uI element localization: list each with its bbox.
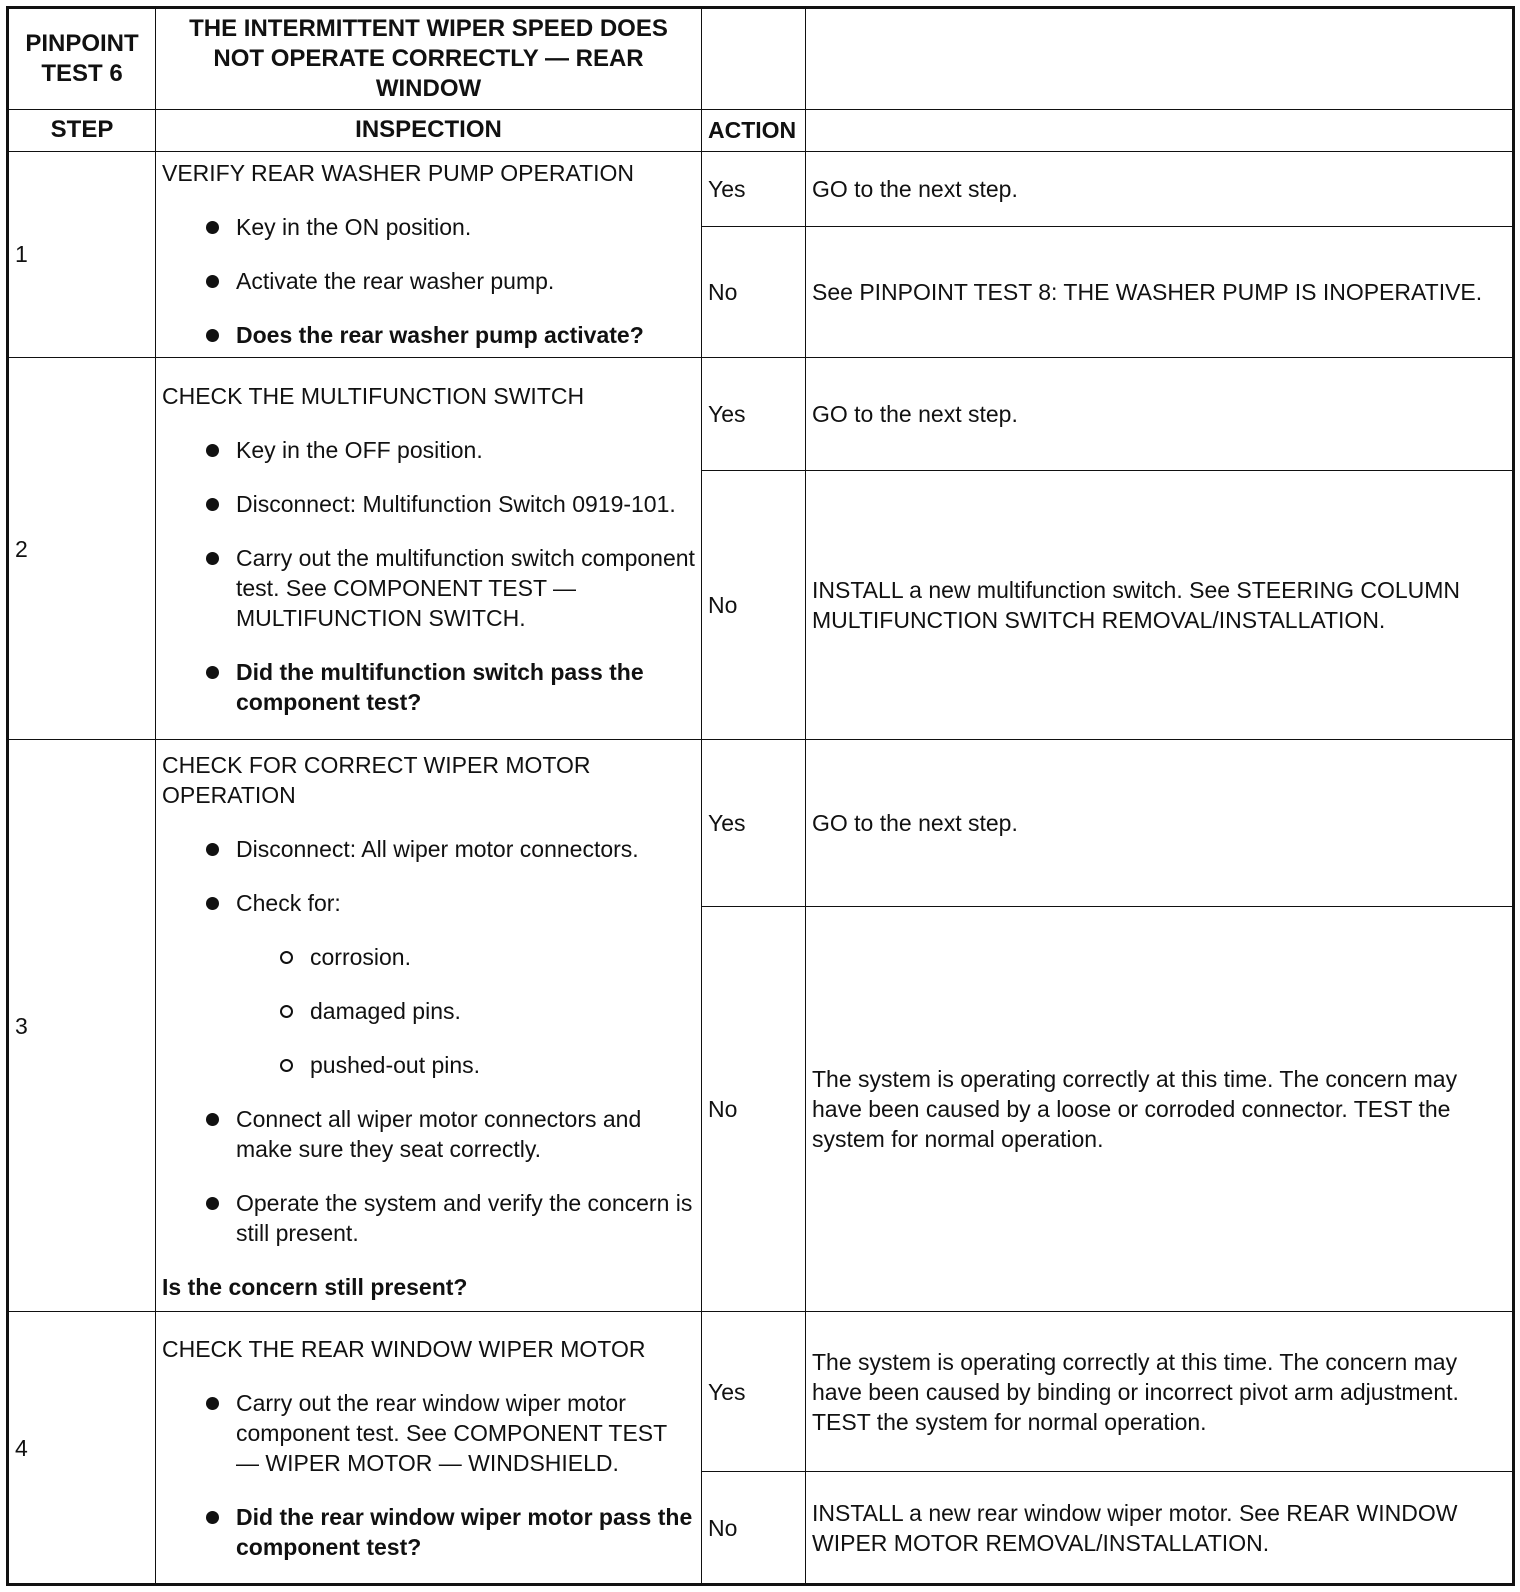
no-action: INSTALL a new rear window wiper motor. See REAR WINDOW WIPER MOTOR REMOVAL/INSTALLATION. (806, 1472, 1514, 1585)
step-question: Does the rear washer pump activate? (236, 320, 695, 350)
test-title: THE INTERMITTENT WIPER SPEED DOES NOT OPERATE CORRECTLY — REAR WINDOW (189, 14, 668, 102)
step-number: 2 (8, 357, 156, 739)
list-item (236, 888, 695, 1080)
table-row (8, 740, 1514, 907)
column-header-row (8, 109, 1514, 151)
yes-action: GO to the next step. (806, 151, 1514, 226)
step-number: 3 (8, 740, 156, 1312)
sub-list-item: corrosion. (310, 942, 695, 972)
inspection-cell (156, 357, 702, 739)
list-item: Key in the ON position. (236, 212, 695, 242)
test-title-cell (156, 8, 702, 110)
yes-label: Yes (702, 151, 806, 226)
list-item: Key in the OFF position. (236, 435, 695, 465)
table-row (8, 151, 1514, 226)
step-number: 4 (8, 1312, 156, 1585)
inspection-cell (156, 151, 702, 357)
bullet-list (162, 435, 695, 717)
list-item: Operate the system and verify the concern is still present. (236, 1188, 695, 1248)
step-question: Did the rear window wiper motor pass the component test? (236, 1502, 695, 1562)
empty-cell (806, 8, 1514, 110)
no-label: No (702, 227, 806, 358)
yes-action: The system is operating correctly at this time. The concern may have been caused by binding or incorrect pivot arm adjustment. TEST the system for normal operation. (806, 1312, 1514, 1472)
list-item: Carry out the rear window wiper motor component test. See COMPONENT TEST — WIPER MOTOR — WINDSHIELD. (236, 1388, 695, 1478)
no-label: No (702, 470, 806, 740)
no-action: INSTALL a new multifunction switch. See STEERING COLUMN MULTIFUNCTION SWITCH REMOVAL/INSTALLATION. (806, 470, 1514, 740)
step-title: CHECK FOR CORRECT WIPER MOTOR OPERATION (162, 751, 591, 808)
test-id-cell (8, 8, 156, 110)
step-title: VERIFY REAR WASHER PUMP OPERATION (162, 160, 635, 187)
yes-label: Yes (702, 357, 806, 470)
list-item: Disconnect: Multifunction Switch 0919-101. (236, 489, 695, 519)
list-item: Carry out the multifunction switch component test. See COMPONENT TEST — MULTIFUNCTION SWITCH. (236, 544, 695, 631)
inspection-cell (156, 740, 702, 1312)
yes-label: Yes (702, 740, 806, 907)
yes-action: GO to the next step. (806, 740, 1514, 907)
no-label: No (702, 1472, 806, 1585)
bullet-list (162, 834, 695, 1248)
no-label: No (702, 907, 806, 1312)
pinpoint-test-table (6, 6, 1515, 1586)
step-number: 1 (8, 151, 156, 357)
empty-cell (806, 109, 1514, 151)
empty-cell (702, 8, 806, 110)
sub-list-item: damaged pins. (310, 996, 695, 1026)
yes-action: GO to the next step. (806, 357, 1514, 470)
step-question: Is the concern still present? (162, 1273, 468, 1300)
list-item: Activate the rear washer pump. (236, 266, 695, 296)
table-row (8, 1312, 1514, 1472)
action-header: ACTION (702, 109, 806, 151)
inspection-cell (156, 1312, 702, 1585)
sub-list-item: pushed-out pins. (310, 1050, 695, 1080)
step-title: CHECK THE MULTIFUNCTION SWITCH (162, 382, 585, 409)
step-header: STEP (8, 109, 156, 151)
table-row (8, 357, 1514, 470)
list-item: Disconnect: All wiper motor connectors. (236, 834, 695, 864)
inspection-header: INSPECTION (156, 109, 702, 151)
step-question: Did the multifunction switch pass the component test? (236, 657, 695, 717)
no-action: The system is operating correctly at this time. The concern may have been caused by a loose or corroded connector. TEST the system for normal operation. (806, 907, 1514, 1312)
list-item: Connect all wiper motor connectors and make sure they seat correctly. (236, 1104, 695, 1164)
bullet-list (162, 1388, 695, 1562)
no-action: See PINPOINT TEST 8: THE WASHER PUMP IS INOPERATIVE. (806, 227, 1514, 358)
check-for-label: Check for: (236, 889, 341, 916)
title-row (8, 8, 1514, 110)
step-title: CHECK THE REAR WINDOW WIPER MOTOR (162, 1335, 646, 1362)
bullet-list (162, 212, 695, 350)
sub-bullet-list (236, 942, 695, 1080)
yes-label: Yes (702, 1312, 806, 1472)
test-id: PINPOINT TEST 6 (25, 29, 139, 87)
